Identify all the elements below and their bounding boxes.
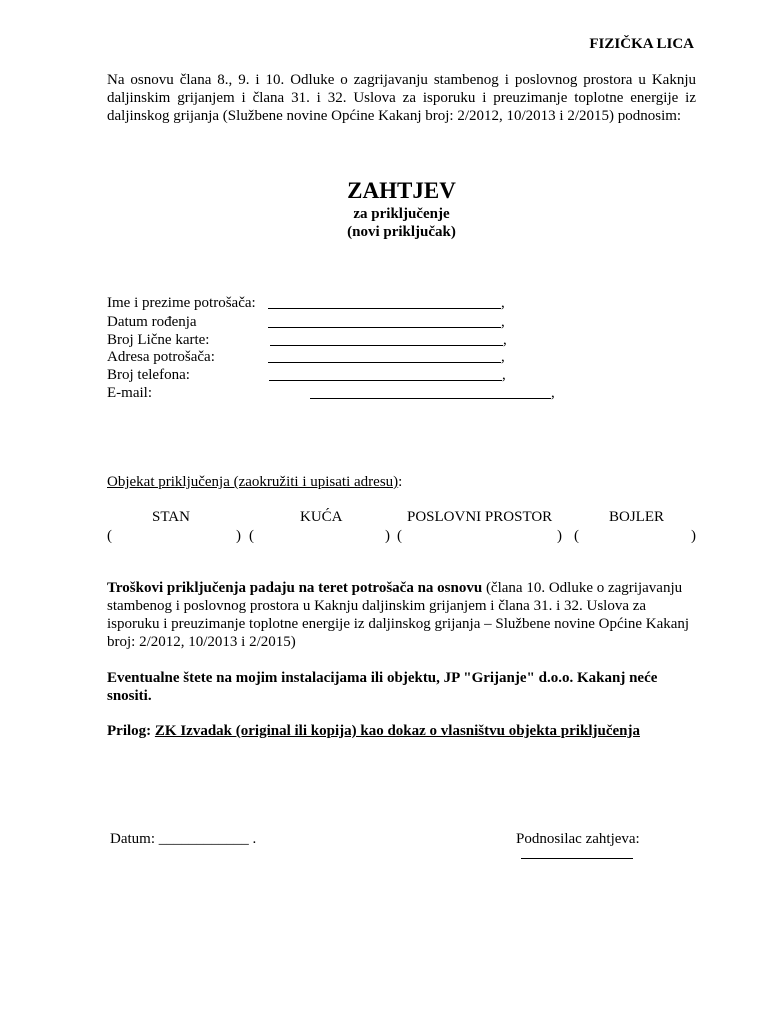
attachment-line [107,722,696,740]
field-comma: , [501,349,505,365]
objects-heading-colon: : [398,474,403,490]
date-field [110,830,256,848]
bojler-address-open: ( [574,528,579,544]
objects-heading-text: Objekat priključenja (zaokružiti i upisati adresu) [107,474,399,490]
field-line-id-card[interactable] [270,333,503,346]
date-label: Datum: [110,831,155,847]
applicant-signature-line[interactable] [521,846,633,859]
field-line-birthdate[interactable] [268,315,501,328]
field-label-id-card: Broj Lične karte: [107,332,210,348]
kuca-address-open: ( [249,528,254,544]
option-bojler[interactable]: BOJLER [609,509,665,525]
field-line-address[interactable] [268,350,501,363]
option-poslovni-prostor[interactable]: POSLOVNI PROSTOR [407,509,553,525]
field-line-phone[interactable] [269,368,502,381]
field-label-address: Adresa potrošača: [107,349,215,365]
damage-paragraph: Eventualne štete na mojim instalacijama ili objektu, JP "Grijanje" d.o.o. Kakanj neće snositi. [107,670,658,704]
applicant-label: Podnosilac zahtjeva: [516,831,640,847]
field-comma: , [502,367,506,383]
field-comma: , [501,295,505,311]
document-title: ZAHTJEV [347,178,456,203]
attachment-text: ZK Izvadak (original ili kopija) kao dokaz o vlasništvu objekta priključenja [154,723,640,739]
field-comma: , [501,314,505,330]
field-line-name[interactable] [268,296,501,309]
option-kuca[interactable]: KUĆA [300,509,343,525]
poslovni-address-close: ) [557,528,562,544]
costs-paragraph [107,579,696,651]
field-label-name: Ime i prezime potrošača: [107,295,256,311]
field-comma: , [503,332,507,348]
poslovni-address-open: ( [397,528,402,544]
field-line-email[interactable] [310,386,551,399]
date-dot: . [252,831,257,847]
document-subtitle-note: (novi priključak) [347,224,456,240]
field-label-email: E-mail: [107,385,152,401]
attachment-label: Prilog: [107,723,152,739]
bojler-address-close: ) [691,528,696,544]
document-subtitle: za priključenje [353,206,450,222]
kuca-address-close: ) [385,528,390,544]
stan-address-close: ) [236,528,241,544]
stan-address-open: ( [107,528,112,544]
field-label-phone: Broj telefona: [107,367,190,383]
field-comma: , [551,385,555,401]
objects-heading [107,473,402,491]
intro-paragraph: Na osnovu člana 8., 9. i 10. Odluke o zagrijavanju stambenog i poslovnog prostora u Kaknju daljinskim grijanjem i člana 31. i 32. Uslova za isporuku i preuzimanje toplotne energije iz daljinskog grijanja (Službene novine Općine Kakanj broj: 2/2012, 10/2013 i 2/2015) podnosim: [107,72,696,124]
date-blank[interactable]: ____________ [158,831,249,847]
field-label-birthdate: Datum rođenja [107,314,197,330]
option-stan[interactable]: STAN [152,509,190,525]
costs-bold-text: Troškovi priključenja padaju na teret potrošača na osnovu [107,580,483,596]
costs-normal-text: (člana 10. Odluke o zagrijavanju stambenog i poslovnog prostora u Kaknju daljinskim grijanjem i člana 31. i 32. Uslova za isporuku i preuzimanje toplotne energije iz daljinskog grijanja – Službene novine Općine Kakanj broj: 2/2012, 10/2013 i 2/2015) [107,580,690,650]
document-category: FIZIČKA LICA [589,36,694,52]
